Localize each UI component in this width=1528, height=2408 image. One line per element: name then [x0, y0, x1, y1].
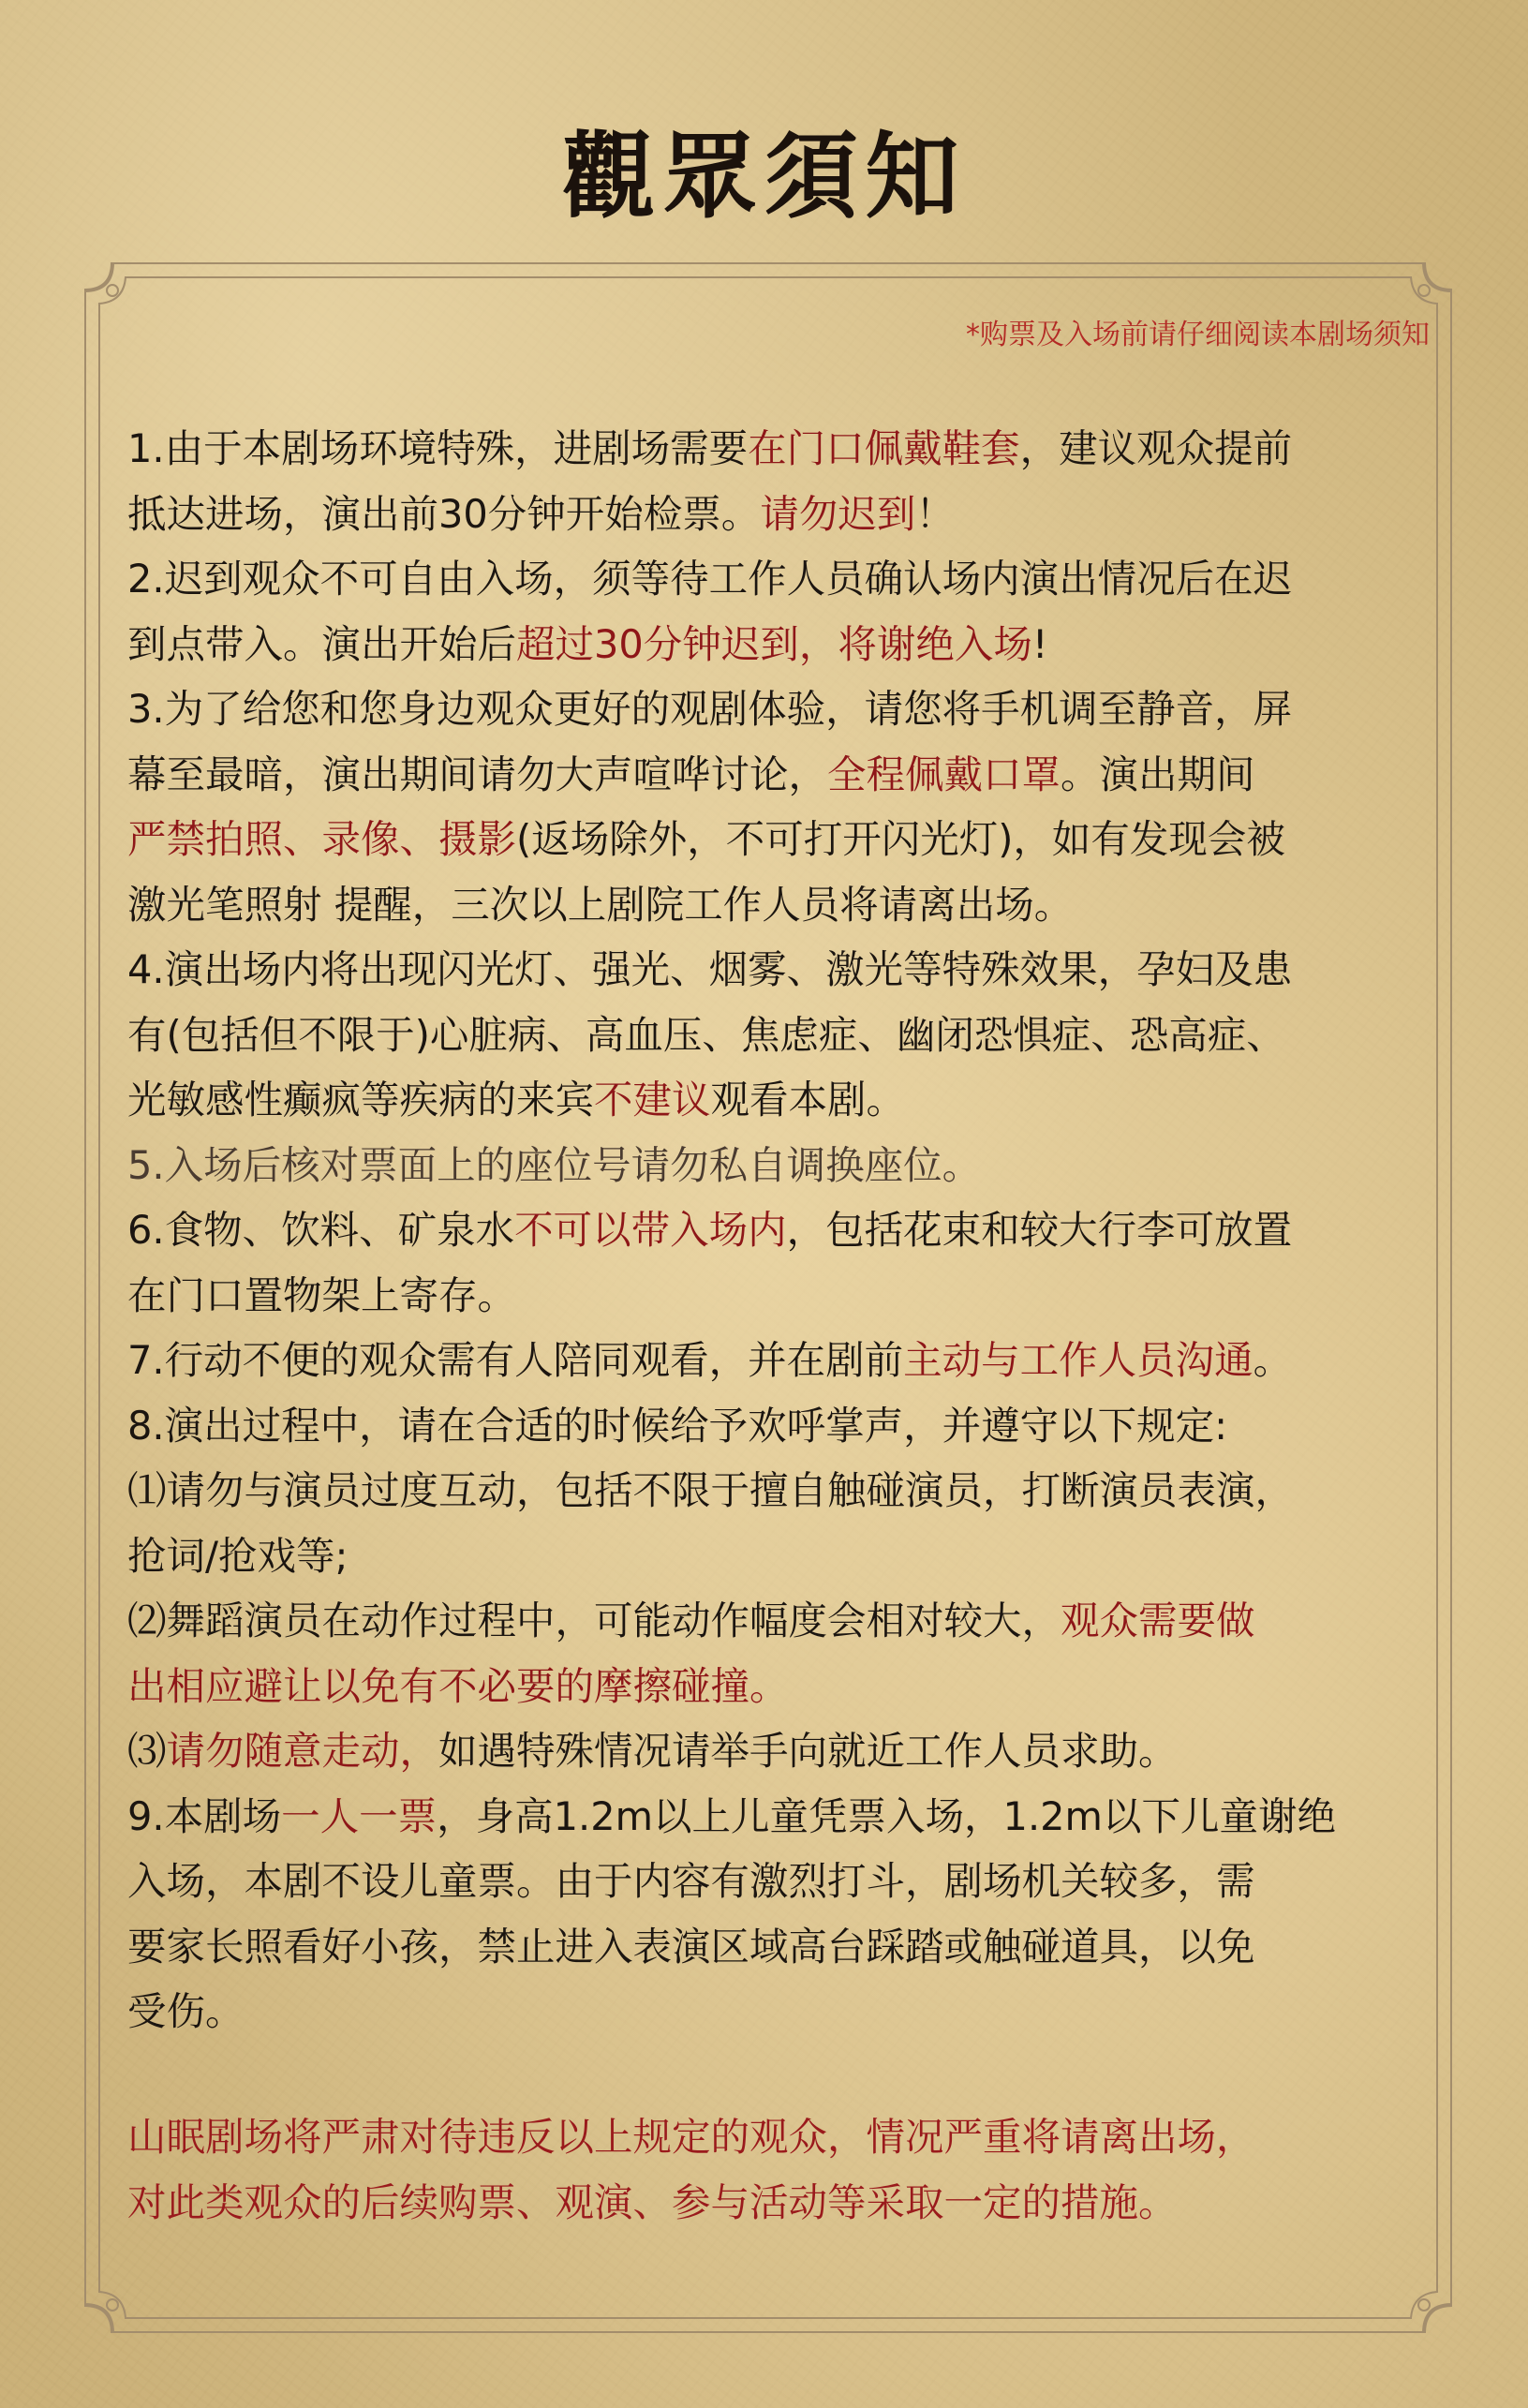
rule-text: 1.由于本剧场环境特殊，进剧场需要 [127, 425, 749, 471]
highlighted-text: 全程佩戴口罩 [827, 751, 1061, 797]
rule-text: ! [1031, 620, 1048, 667]
rule-text: 观看本剧。 [710, 1077, 906, 1122]
footer-warning [127, 2104, 1411, 2235]
rule-text: 5.入场后核对票面上的座位号请勿私自调换座位。 [127, 1141, 982, 1188]
rule-line [127, 1588, 1411, 1654]
highlighted-text: 一人一票 [281, 1792, 438, 1839]
rule-text: (返场除外，不可打开闪光灯)，如有发现会被 [516, 816, 1285, 862]
rule-text: 光敏感性癫疯等疾病的来宾 [127, 1077, 595, 1122]
rule-text: 有(包括但不限于)心脏病、高血压、焦虑症、幽闭恐惧症、恐高症、 [127, 1011, 1285, 1058]
footer-line: 山眠剧场将严肃对待违反以上规定的观众，情况严重将请离出场， [127, 2114, 1255, 2160]
rule-text: 在门口置物架上寄存。 [127, 1271, 517, 1318]
rule-line [127, 416, 1411, 482]
rule-text: 4.演出场内将出现闪光灯、强光、烟雾、激光等特殊效果，孕妇及患 [127, 946, 1293, 992]
rule-line [127, 742, 1411, 808]
rule-text: 9.本剧场 [127, 1792, 282, 1839]
rule-text: 如遇特殊情况请举手向就近工作人员求助。 [438, 1728, 1178, 1774]
highlighted-text: 不建议 [594, 1077, 711, 1122]
highlighted-text: 主动与工作人员沟通 [903, 1337, 1254, 1383]
rule-line [127, 612, 1411, 677]
rule-text: 7.行动不便的观众需有人陪同观看，并在剧前 [127, 1337, 904, 1383]
rule-text: ，身高1.2m以上儿童凭票入场，1.2m以下儿童谢绝 [437, 1792, 1336, 1839]
rule-text: 幕至最暗，演出期间请勿大声喧哗讨论， [127, 751, 828, 797]
rule-text: ，建议观众提前 [1019, 425, 1293, 471]
rules-body [127, 416, 1411, 2044]
rule-line [127, 1784, 1411, 1850]
rule-line [127, 1393, 1411, 1459]
rule-line [127, 1914, 1411, 1980]
rule-text: 8.演出过程中，请在合适的时候给予欢呼掌声，并遵守以下规定: [127, 1402, 1228, 1449]
rule-text: 抢词/抢戏等; [127, 1532, 349, 1579]
rule-line [127, 1197, 1411, 1263]
rule-text: 2.迟到观众不可自由入场，须等待工作人员确认场内演出情况后在迟 [127, 556, 1293, 602]
rule-text: ⑴请勿与演员过度互动，包括不限于擅自触碰演员，打断演员表演， [127, 1467, 1295, 1513]
rule-line [127, 1524, 1411, 1589]
rule-text: ！ [915, 490, 955, 537]
highlighted-text: 不可以带入场内 [514, 1207, 787, 1253]
rule-text: 到点带入。演出开始后 [127, 620, 517, 667]
rule-text: 。 [1253, 1337, 1293, 1383]
highlighted-text: 请勿迟到 [760, 490, 916, 537]
rule-text: ⑶ [127, 1728, 167, 1774]
highlighted-text: 请勿随意走动， [166, 1728, 439, 1774]
reading-notice: *购票及入场前请仔细阅读本剧场须知 [966, 319, 1430, 351]
rule-line [127, 1849, 1411, 1914]
rule-line [127, 1263, 1411, 1329]
highlighted-text: 观众需要做 [1061, 1598, 1255, 1643]
rule-line [127, 1458, 1411, 1524]
page-title: 觀眾須知 [561, 121, 967, 231]
rule-line [127, 1654, 1411, 1719]
rule-text: 要家长照看好小孩，禁止进入表演区域高台踩踏或触碰道具，以免 [127, 1923, 1255, 1970]
rule-text: 受伤。 [127, 1988, 245, 2034]
highlighted-text: 出相应避让以免有不必要的摩擦碰撞。 [127, 1662, 789, 1709]
rule-line [127, 1133, 1411, 1198]
rule-line [127, 1328, 1411, 1393]
rule-text: 6.食物、饮料、矿泉水 [127, 1207, 515, 1253]
rule-line [127, 872, 1411, 938]
rule-text: 3.为了给您和您身边观众更好的观剧体验，请您将手机调至静音，屏 [127, 686, 1293, 732]
highlighted-text: 严禁拍照、录像、摄影 [127, 816, 517, 862]
rule-line [127, 937, 1411, 1003]
rule-line [127, 1003, 1411, 1068]
rule-text: 抵达进场，演出前30分钟开始检票。 [127, 490, 761, 537]
rule-line [127, 807, 1411, 872]
rule-line [127, 1979, 1411, 2044]
rule-line [127, 546, 1411, 612]
highlighted-text: 超过30分钟迟到，将谢绝入场 [516, 620, 1032, 667]
rule-text: 入场，本剧不设儿童票。由于内容有激烈打斗，剧场机关较多，需 [127, 1858, 1255, 1904]
rule-text: ，包括花束和较大行李可放置 [786, 1207, 1293, 1253]
rule-line [127, 1067, 1411, 1133]
rule-line [127, 676, 1411, 742]
rule-line [127, 1718, 1411, 1784]
highlighted-text: 在门口佩戴鞋套 [748, 425, 1020, 471]
rule-text: 激光笔照射 提醒，三次以上剧院工作人员将请离出场。 [127, 881, 1074, 928]
rule-text: 。演出期间 [1061, 751, 1255, 797]
rule-line [127, 482, 1411, 547]
rule-text: ⑵舞蹈演员在动作过程中，可能动作幅度会相对较大， [127, 1598, 1061, 1643]
footer-line: 对此类观众的后续购票、观演、参与活动等采取一定的措施。 [127, 2178, 1178, 2225]
